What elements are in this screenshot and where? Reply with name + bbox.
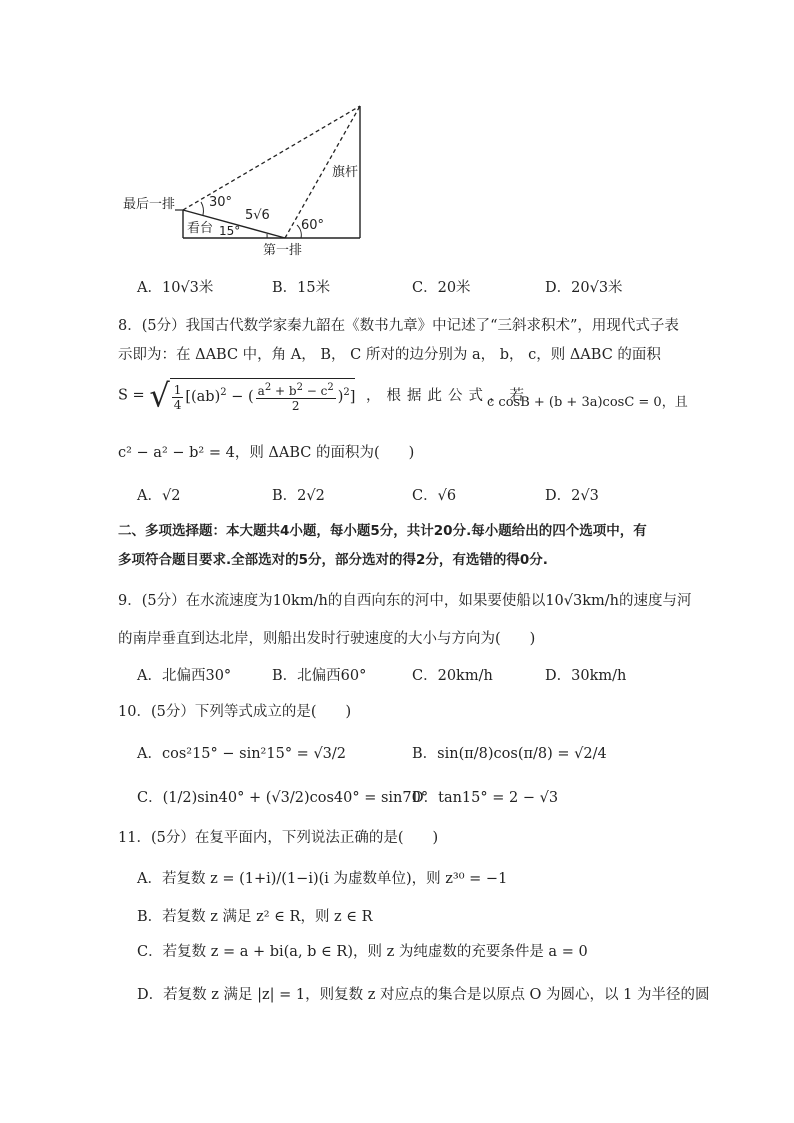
q8-formula-text: ，根据此公式，若 bbox=[366, 387, 531, 404]
q7-option-a: A．10√3米 bbox=[137, 280, 214, 296]
q9-option-b: B．北偏西60° bbox=[272, 668, 367, 684]
q11-option-b: B．若复数 z 满足 z² ∈ R，则 z ∈ R bbox=[137, 909, 373, 925]
section2-line2: 多项符合题目要求.全部选对的5分，部分选对的得2分，有选错的得0分. bbox=[118, 552, 548, 568]
q10-option-c: C．(1/2)sin40° + (√3/2)cos40° = sin70° bbox=[137, 790, 429, 806]
q9-option-a: A．北偏西30° bbox=[137, 668, 232, 684]
section2-line1: 二、多项选择题：本大题共4小题，每小题5分，共计20分.每小题给出的四个选项中，有 bbox=[118, 523, 647, 539]
q10-option-b: B．sin(π/8)cos(π/8) = √2/4 bbox=[412, 746, 607, 762]
q7-option-b: B．15米 bbox=[272, 280, 331, 296]
q10-stem: 10．(5分）下列等式成立的是( ) bbox=[118, 704, 352, 720]
q9-line1: 9．(5分）在水流速度为10km/h的自西向东的河中，如果要使船以10√3km/h的速度与河 bbox=[118, 593, 692, 609]
fig-label-distance: 5√6 bbox=[245, 208, 270, 223]
q8-formula-row bbox=[118, 378, 530, 418]
fig-label-last-row: 最后一排 bbox=[123, 197, 176, 212]
fig-label-angle-30: 30° bbox=[209, 195, 233, 210]
q11-stem: 11．(5分）在复平面内，下列说法正确的是( ) bbox=[118, 830, 439, 846]
fig-label-angle-15: 15° bbox=[219, 224, 241, 238]
q8-option-d: D．2√3 bbox=[545, 488, 599, 504]
q9-line2: 的南岸垂直到达北岸，则船出发时行驶速度的大小与方向为( ) bbox=[118, 631, 536, 647]
q8-condition: c cosB + (b + 3a)cosC = 0，且 bbox=[487, 395, 688, 410]
q10-option-d: D．tan15° = 2 − √3 bbox=[412, 790, 559, 806]
q8-option-a: A．√2 bbox=[137, 488, 181, 504]
fig-label-stand: 看台 bbox=[187, 221, 214, 236]
q9-option-d: D．30km/h bbox=[545, 668, 627, 684]
q8-formula-prefix: S = bbox=[118, 387, 145, 404]
q8-option-b: B．2√2 bbox=[272, 488, 325, 504]
flagpole-diagram bbox=[115, 98, 375, 258]
q8-line1: 8．(5分）我国古代数学家秦九韶在《数书九章》中记述了“三斜求积术”，用现代式子表 bbox=[118, 318, 679, 334]
q7-option-c: C．20米 bbox=[412, 280, 471, 296]
q10-option-a: A．cos²15° − sin²15° = √3/2 bbox=[137, 746, 347, 762]
q11-option-c: C．若复数 z = a + bi(a, b ∈ R)，则 z 为纯虚数的充要条件是 a = 0 bbox=[137, 944, 588, 960]
q8-line2: 示即为：在 ΔABC 中，角 A， B， C 所对的边分别为 a， b， c，则 ΔABC 的面积 bbox=[118, 347, 661, 363]
q8-option-c: C．√6 bbox=[412, 488, 457, 504]
q8-formula: √ $\frac{1}{4}$ [(ab)$^2$ − ( $\frac{a^2 + b^2 - c^2}{2}$ )$^2$] bbox=[149, 376, 356, 415]
q11-option-d: D．若复数 z 满足 |z| = 1，则复数 z 对应点的集合是以原点 O 为圆心，以 1 为半径的圆 bbox=[137, 987, 710, 1003]
q9-option-c: C．20km/h bbox=[412, 668, 493, 684]
q7-option-d: D．20√3米 bbox=[545, 280, 623, 296]
fig-label-first-row: 第一排 bbox=[263, 243, 303, 258]
fig-label-flagpole: 旗杆 bbox=[332, 165, 359, 180]
q8-line4: c² − a² − b² = 4，则 ΔABC 的面积为( ) bbox=[118, 445, 415, 461]
q11-option-a: A．若复数 z = (1+i)/(1−i)(i 为虚数单位)，则 z³⁰ = −1 bbox=[137, 871, 508, 887]
fig-label-angle-60: 60° bbox=[301, 218, 325, 233]
